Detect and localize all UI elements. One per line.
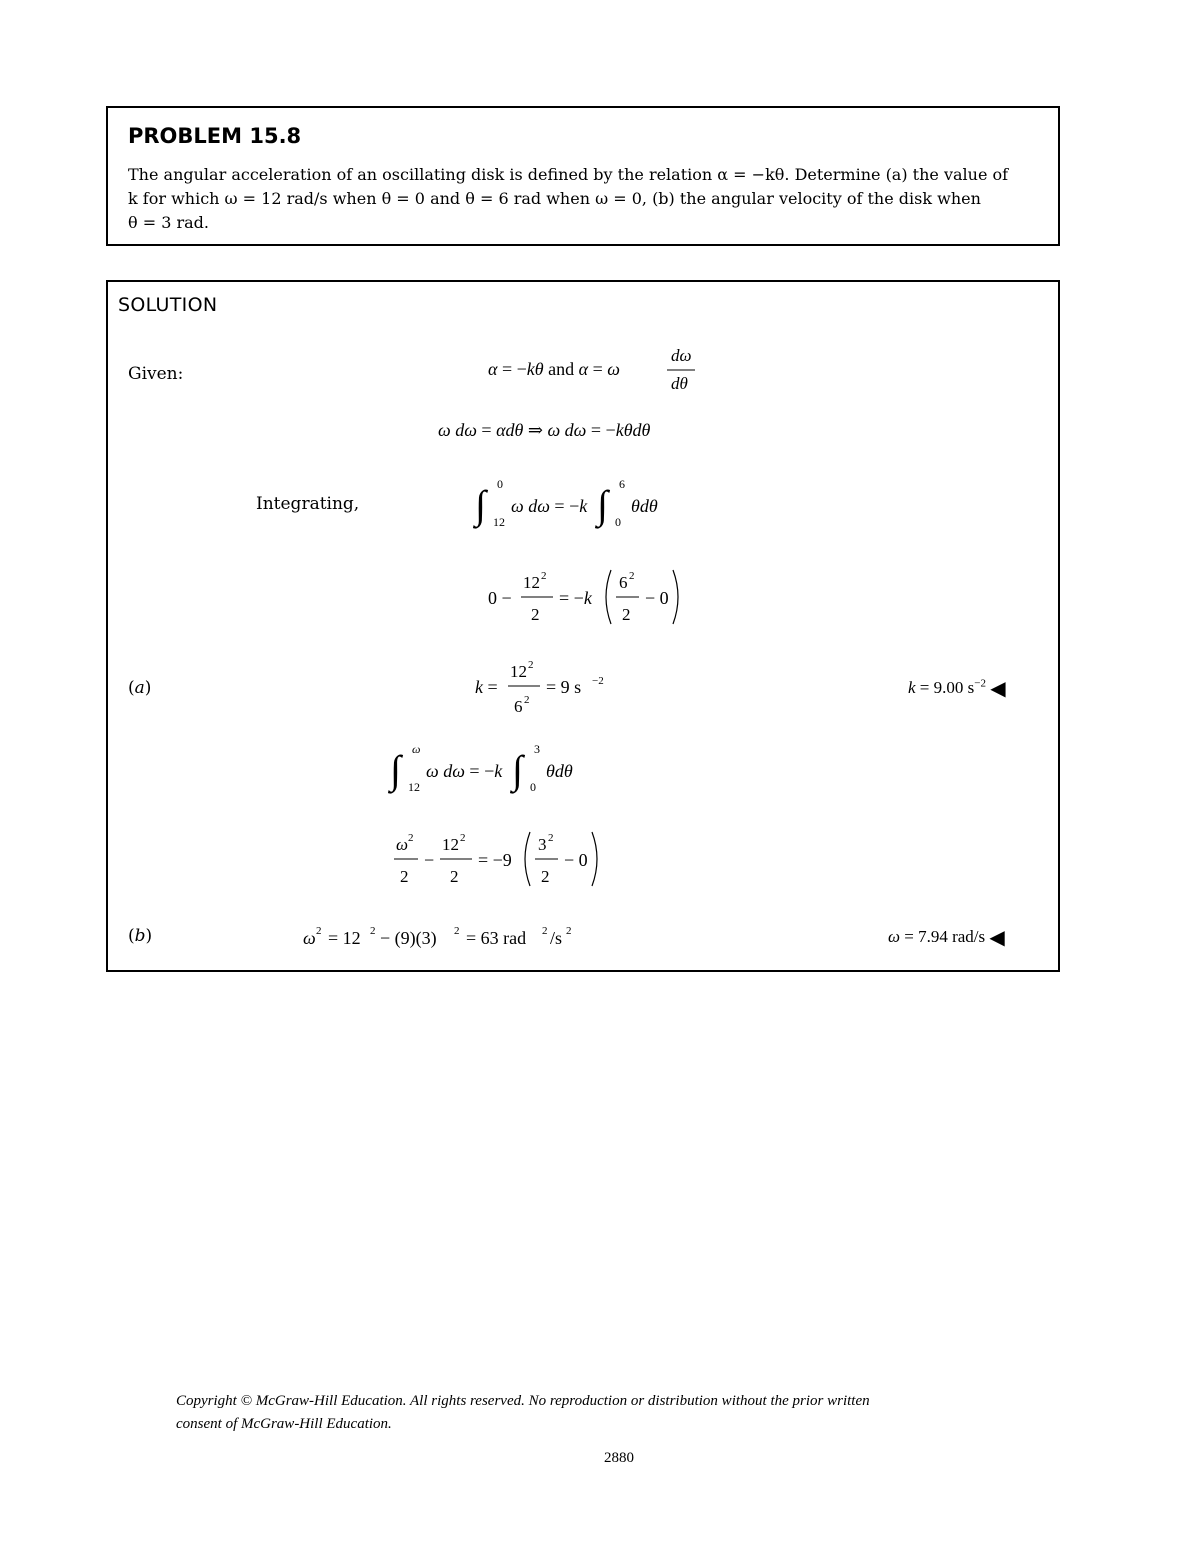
svg-text:6: 6	[619, 477, 625, 491]
svg-text:= 12: = 12	[328, 928, 361, 948]
answer-marker-icon: ◀	[989, 927, 1005, 949]
part-a-equation	[470, 650, 620, 720]
svg-text:2: 2	[548, 832, 554, 844]
svg-text:2: 2	[541, 570, 547, 582]
relation-equation	[433, 412, 763, 446]
svg-text:2: 2	[450, 867, 459, 886]
svg-text:∫: ∫	[475, 482, 486, 527]
svg-text:= 63 rad: = 63 rad	[466, 928, 527, 948]
solution-box	[106, 280, 1060, 972]
given-eq-text	[0, 0, 1, 1]
svg-text:3: 3	[538, 835, 547, 854]
svg-text:ω dω = αdθ ⇒ ω dω = −k: ω dω = αdθ ⇒ ω dω = −kθdθ	[438, 420, 651, 440]
svg-text:= −9: = −9	[478, 850, 512, 870]
svg-text:12: 12	[510, 662, 527, 681]
svg-text:dω: dω	[671, 346, 692, 365]
svg-text:0: 0	[497, 477, 503, 491]
svg-text:12: 12	[408, 780, 420, 794]
svg-text:−2: −2	[592, 675, 604, 687]
svg-text:ω dω = −k: ω dω = −k	[426, 761, 503, 781]
evaluated-a	[483, 564, 703, 630]
svg-text:− 0: − 0	[645, 588, 669, 608]
part-b-answer: ω = 7.94 rad/s ◀	[888, 927, 1005, 949]
svg-text:ω: ω	[396, 835, 409, 854]
svg-text:2: 2	[524, 694, 530, 706]
svg-text:12: 12	[442, 835, 459, 854]
svg-text:ω: ω	[412, 742, 421, 756]
svg-text:2: 2	[531, 605, 540, 624]
svg-text:3: 3	[534, 742, 540, 756]
svg-text:2: 2	[622, 605, 631, 624]
given-label: Given:	[128, 364, 184, 384]
page-number: 2880	[604, 1450, 634, 1466]
solution-title: SOLUTION	[118, 294, 218, 316]
part-b-label: (b)	[128, 926, 153, 946]
svg-text:2: 2	[541, 867, 550, 886]
integral-b	[388, 739, 628, 799]
svg-text:ω: ω	[303, 928, 316, 948]
problem-text-line-1: The angular acceleration of an oscillating disk is defined by the relation α = −kθ. Determine (a) the value of	[128, 165, 1009, 184]
svg-text:2: 2	[454, 925, 460, 937]
svg-text:2: 2	[408, 832, 414, 844]
svg-text:0 −: 0 −	[488, 588, 512, 608]
svg-text:k =: k =	[475, 677, 498, 697]
svg-text:ω dω = −k: ω dω = −k	[511, 496, 588, 516]
svg-text:∫: ∫	[512, 747, 523, 792]
svg-text:2: 2	[629, 570, 635, 582]
svg-text:2: 2	[566, 925, 572, 937]
part-a-label: (a)	[128, 678, 152, 698]
problem-text-line-2: k for which ω = 12 rad/s when θ = 0 and θ = 6 rad when ω = 0, (b) the angular velocity of the disk when	[128, 189, 981, 208]
svg-text:0: 0	[530, 780, 536, 794]
integral-a	[473, 474, 713, 534]
svg-text:θdθ: θdθ	[546, 761, 573, 781]
svg-text:2: 2	[400, 867, 409, 886]
svg-text:2: 2	[370, 925, 376, 937]
svg-text:− (9)(3): − (9)(3)	[380, 928, 437, 948]
svg-text:θdθ: θdθ	[631, 496, 658, 516]
copyright-line-2: consent of McGraw-Hill Education.	[176, 1416, 392, 1432]
svg-text:0: 0	[615, 515, 621, 529]
svg-text:= −k: = −k	[559, 588, 592, 608]
svg-text:2: 2	[460, 832, 466, 844]
svg-text:12: 12	[523, 573, 540, 592]
svg-text:6: 6	[514, 697, 523, 716]
svg-text:6: 6	[619, 573, 628, 592]
evaluated-b	[390, 826, 630, 892]
answer-marker-icon: ◀	[990, 678, 1006, 700]
svg-text:12: 12	[493, 515, 505, 529]
problem-text-line-3: θ = 3 rad.	[128, 213, 209, 232]
svg-text:2: 2	[528, 659, 534, 671]
svg-text:∫: ∫	[597, 482, 608, 527]
svg-text:2: 2	[316, 925, 322, 937]
svg-text:−: −	[424, 850, 435, 870]
equation-text-layer	[0, 0, 1, 1]
svg-text:= 9 s: = 9 s	[546, 677, 582, 697]
svg-text:2: 2	[542, 925, 548, 937]
svg-text:− 0: − 0	[564, 850, 588, 870]
given-equation	[483, 340, 723, 398]
part-b-equation	[298, 918, 598, 954]
svg-text:∫: ∫	[390, 747, 401, 792]
problem-box	[106, 106, 1060, 246]
copyright-line-1: Copyright © McGraw-Hill Education. All rights reserved. No reproduction or distribution without the prior written	[176, 1393, 870, 1409]
svg-text:α = −kθ and α = ω: α = −kθ and α = ω	[488, 359, 620, 379]
problem-title: PROBLEM 15.8	[128, 124, 302, 148]
part-a-answer: k = 9.00 $s^{-2}$ ◀	[908, 677, 1006, 700]
svg-text:dθ: dθ	[671, 374, 688, 393]
svg-text:/s: /s	[550, 928, 563, 948]
integrating-label: Integrating,	[256, 494, 360, 514]
